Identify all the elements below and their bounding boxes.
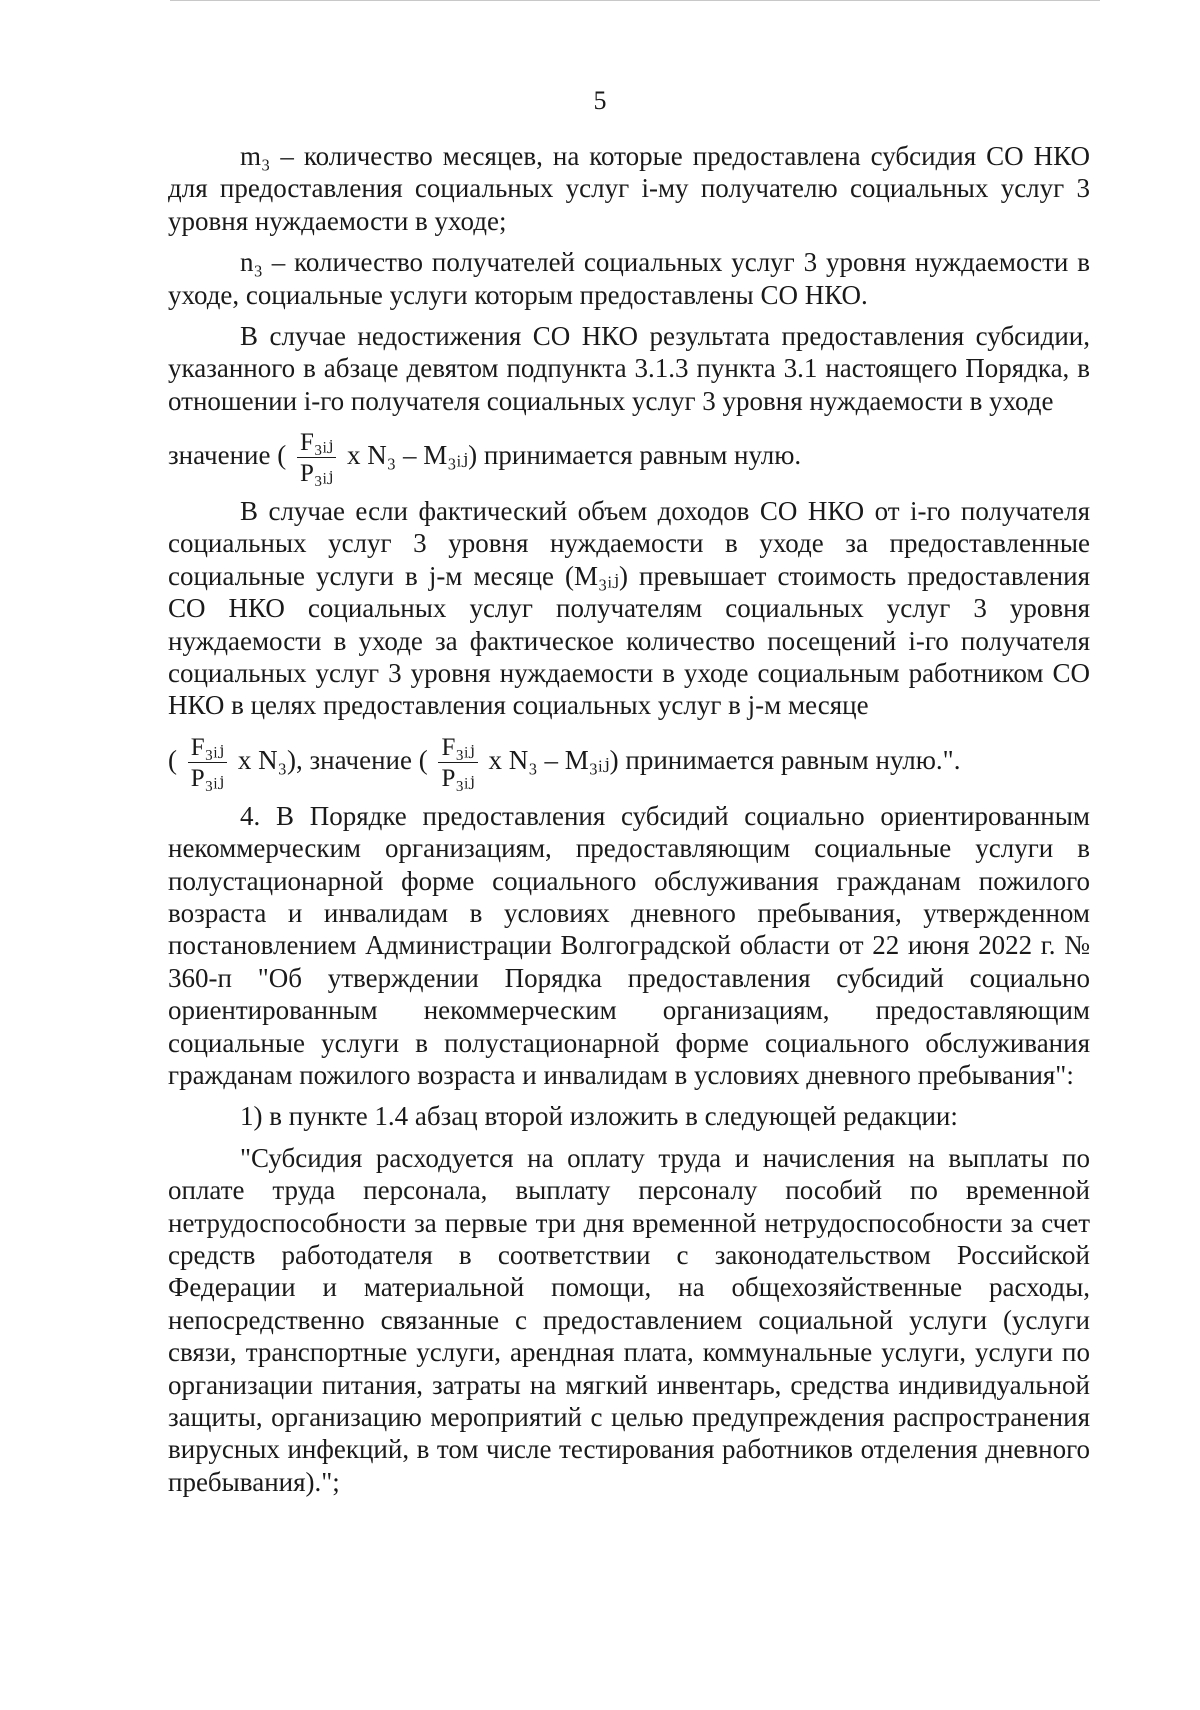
- formula1-denominator: P₃ᵢⱼ: [299, 460, 334, 488]
- paragraph-n3-definition: n₃ – количество получателей социальных услуг 3 уровня нуждаемости в уходе, социальные услуги которым предоставлены СО НКО.: [168, 247, 1090, 310]
- formula2-rest-b: x N₃ – M₃ᵢⱼ): [488, 744, 619, 775]
- paragraph-non-achievement: В случае недостижения СО НКО результата предоставления субсидии, указанного в абзаце девятом подпункта 3.1.3 пункта 3.1 настоящего Порядка, в отношении i-го получателя социальных услуг 3 уровня нуждаемости в уходе: [168, 321, 1090, 416]
- document-body: [168, 140, 1090, 1507]
- paragraph-income-exceeds: В случае если фактический объем доходов СО НКО от i-го получателя социальных услуг 3 уровня нуждаемости в уходе за предоставленные социальные услуги в j-м месяце (M₃ᵢⱼ) превышает стоимость предоставления СО НКО социальных услуг получателям социальных услуг 3 уровня нуждаемости в уходе за фактическое количество посещений i-го получателя социальных услуг 3 уровня нуждаемости в уходе социальным работником СО НКО в целях предоставления социальных услуг в j-м месяце: [168, 496, 1090, 721]
- formula2-fraction-a: [188, 735, 227, 791]
- paragraph-m3-definition: m₃ – количество месяцев, на которые предоставлена субсидия СО НКО для предоставления социальных услуг i-му получателю социальных услуг 3 уровня нуждаемости в уходе;: [168, 141, 1090, 236]
- formula2-rest-a: x N₃),: [237, 744, 303, 775]
- formula2-denominator-a: P₃ᵢⱼ: [190, 764, 225, 792]
- formula-zero-value-1: [168, 426, 1090, 486]
- formula2-numerator-a: F₃ᵢⱼ: [188, 735, 227, 763]
- scan-top-edge: [170, 0, 1100, 1]
- formula-zero-value-2: [168, 731, 1090, 791]
- formula1-prefix: значение (: [168, 440, 287, 471]
- formula1-suffix: принимается равным нулю.: [483, 440, 802, 471]
- formula2-fraction-b: [438, 735, 477, 791]
- formula1-rest: x N₃ – M₃ᵢⱼ): [347, 440, 478, 471]
- formula2-open: (: [168, 744, 177, 775]
- page-number: 5: [593, 86, 607, 115]
- formula2-mid: значение (: [309, 744, 428, 775]
- paragraph-subitem-1: 1) в пункте 1.4 абзац второй изложить в следующей редакции:: [240, 1101, 958, 1132]
- paragraph-item-4: 4. В Порядке предоставления субсидий социально ориентированным некоммерческим организациям, предоставляющим социальные услуги в полустационарной форме социального обслуживания гражданам пожилого возраста и инвалидам в условиях дневного пребывания, утвержденном постановлением Администрации Волгоградской области от 22 июня 2022 г. № 360-п "Об утверждении Порядка предоставления субсидий социально ориентированным некоммерческим организациям, предоставляющим социальные услуги в полустационарной форме социального обслуживания гражданам пожилого возраста и инвалидам в условиях дневного пребывания":: [168, 800, 1090, 1090]
- formula1-fraction: [297, 430, 336, 486]
- formula1-numerator: F₃ᵢⱼ: [297, 430, 336, 458]
- formula2-denominator-b: P₃ᵢⱼ: [441, 764, 475, 792]
- formula2-suffix: принимается равным нулю.".: [625, 744, 961, 775]
- formula2-numerator-b: F₃ᵢⱼ: [438, 735, 477, 763]
- paragraph-subsidy-usage: "Субсидия расходуется на оплату труда и начисления на выплаты по оплате труда персонала, выплату персоналу пособий по временной нетрудоспособности за первые три дня временной нетрудоспособности за счет средств работодателя в соответствии с законодательством Российской Федерации и материальной помощи, на общехозяйственные расходы, непосредственно связанные с предоставлением социальной услуги (услуги связи, транспортные услуги, арендная плата, коммунальные услуги, услуги по организации питания, затраты на мягкий инвентарь, средства индивидуальной защиты, организацию мероприятий с целью предупреждения распространения вирусных инфекций, в том числе тестирования работников отделения дневного пребывания).";: [168, 1142, 1090, 1497]
